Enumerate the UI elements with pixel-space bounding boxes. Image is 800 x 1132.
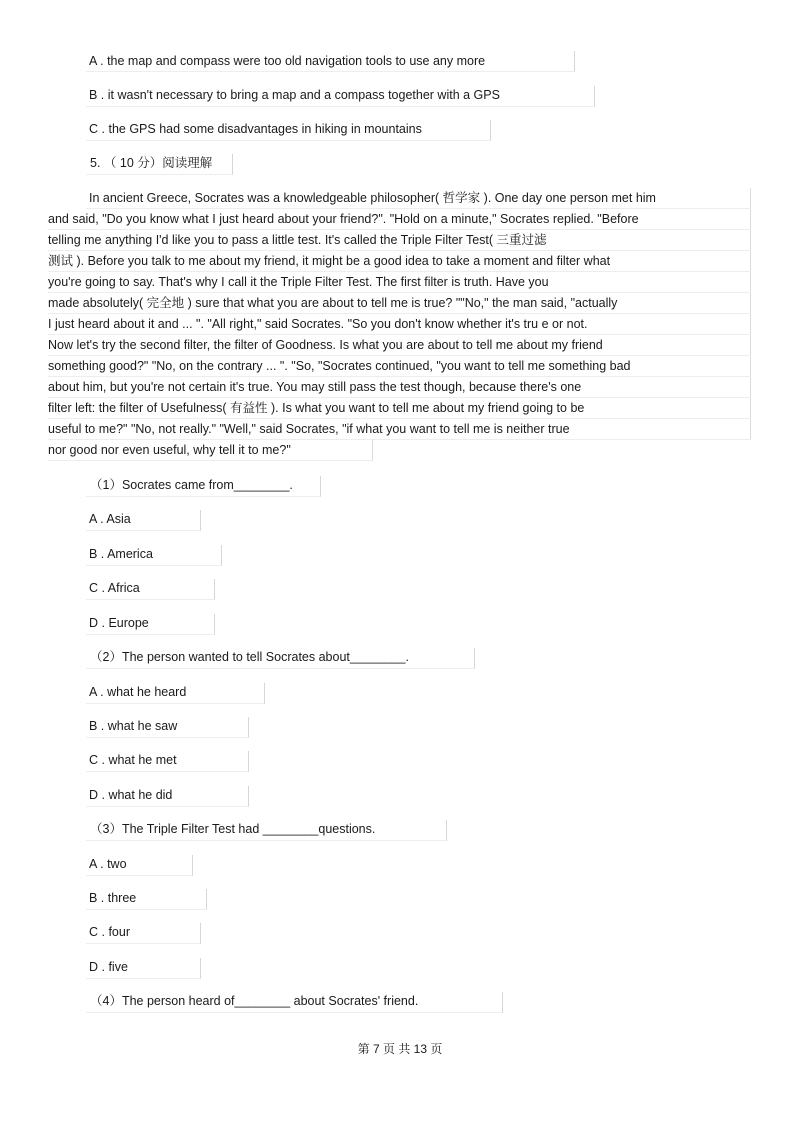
option-a: A . the map and compass were too old navigation tools to use any more [89, 54, 486, 68]
passage-line: In ancient Greece, Socrates was a knowledgeable philosopher( 哲学家 ). One day one person met him [89, 191, 656, 205]
sub-question-4: （4）The person heard of________ about Socrates' friend. [90, 994, 419, 1008]
option-b[interactable]: B . America [89, 547, 153, 561]
option-a[interactable]: A . what he heard [89, 685, 187, 699]
option-d[interactable]: D . five [89, 960, 128, 974]
option-c[interactable]: C . what he met [89, 753, 177, 767]
option-b[interactable]: B . what he saw [89, 719, 178, 733]
passage-line: useful to me?" "No, not really." "Well," said Socrates, "if what you want to tell me is neither true [48, 422, 570, 436]
passage-line: Now let's try the second filter, the filter of Goodness. Is what you are about to tell me about my friend [48, 338, 603, 352]
passage-line: nor good nor even useful, why tell it to me?" [48, 443, 291, 457]
option-b: B . it wasn't necessary to bring a map and a compass together with a GPS [89, 88, 500, 102]
passage-line: made absolutely( 完全地 ) sure that what you are about to tell me is true? ""No," the man said, "actually [48, 296, 618, 310]
passage-line: telling me anything I'd like you to pass a little test. It's called the Triple Filter Test( 三重过滤 [48, 233, 547, 247]
option-c[interactable]: C . Africa [89, 581, 140, 595]
sub-question-1: （1）Socrates came from________. [90, 478, 293, 492]
passage-line: and said, "Do you know what I just heard about your friend?". "Hold on a minute," Socrates replied. "Before [48, 212, 639, 226]
passage-line: 测试 ). Before you talk to me about my friend, it might be a good idea to take a moment and filter what [48, 254, 611, 268]
passage-line: something good?" "No, on the contrary ... ". "So, "Socrates continued, "you want to tell me something bad [48, 359, 631, 373]
question-5-header: 5. （ 10 分）阅读理解 [90, 156, 213, 170]
option-c: C . the GPS had some disadvantages in hiking in mountains [89, 122, 422, 136]
option-d[interactable]: D . Europe [89, 616, 149, 630]
sub-question-2: （2）The person wanted to tell Socrates about________. [90, 650, 409, 664]
sub-question-3: （3）The Triple Filter Test had ________questions. [90, 822, 376, 836]
option-c[interactable]: C . four [89, 925, 130, 939]
passage-line: I just heard about it and ... ". "All right," said Socrates. "So you don't know whether it's tru e or not. [48, 317, 588, 331]
option-d[interactable]: D . what he did [89, 788, 173, 802]
option-a[interactable]: A . two [89, 857, 127, 871]
page-footer: 第 7 页 共 13 页 [357, 1042, 443, 1056]
option-b[interactable]: B . three [89, 891, 137, 905]
passage-line: filter left: the filter of Usefulness( 有益性 ). Is what you want to tell me about my friend going to be [48, 401, 585, 415]
option-a[interactable]: A . Asia [89, 512, 131, 526]
passage-line: you're going to say. That's why I call it the Triple Filter Test. The first filter is truth. Have you [48, 275, 549, 289]
passage-line: about him, but you're not certain it's true. You may still pass the test though, because there's one [48, 380, 582, 394]
